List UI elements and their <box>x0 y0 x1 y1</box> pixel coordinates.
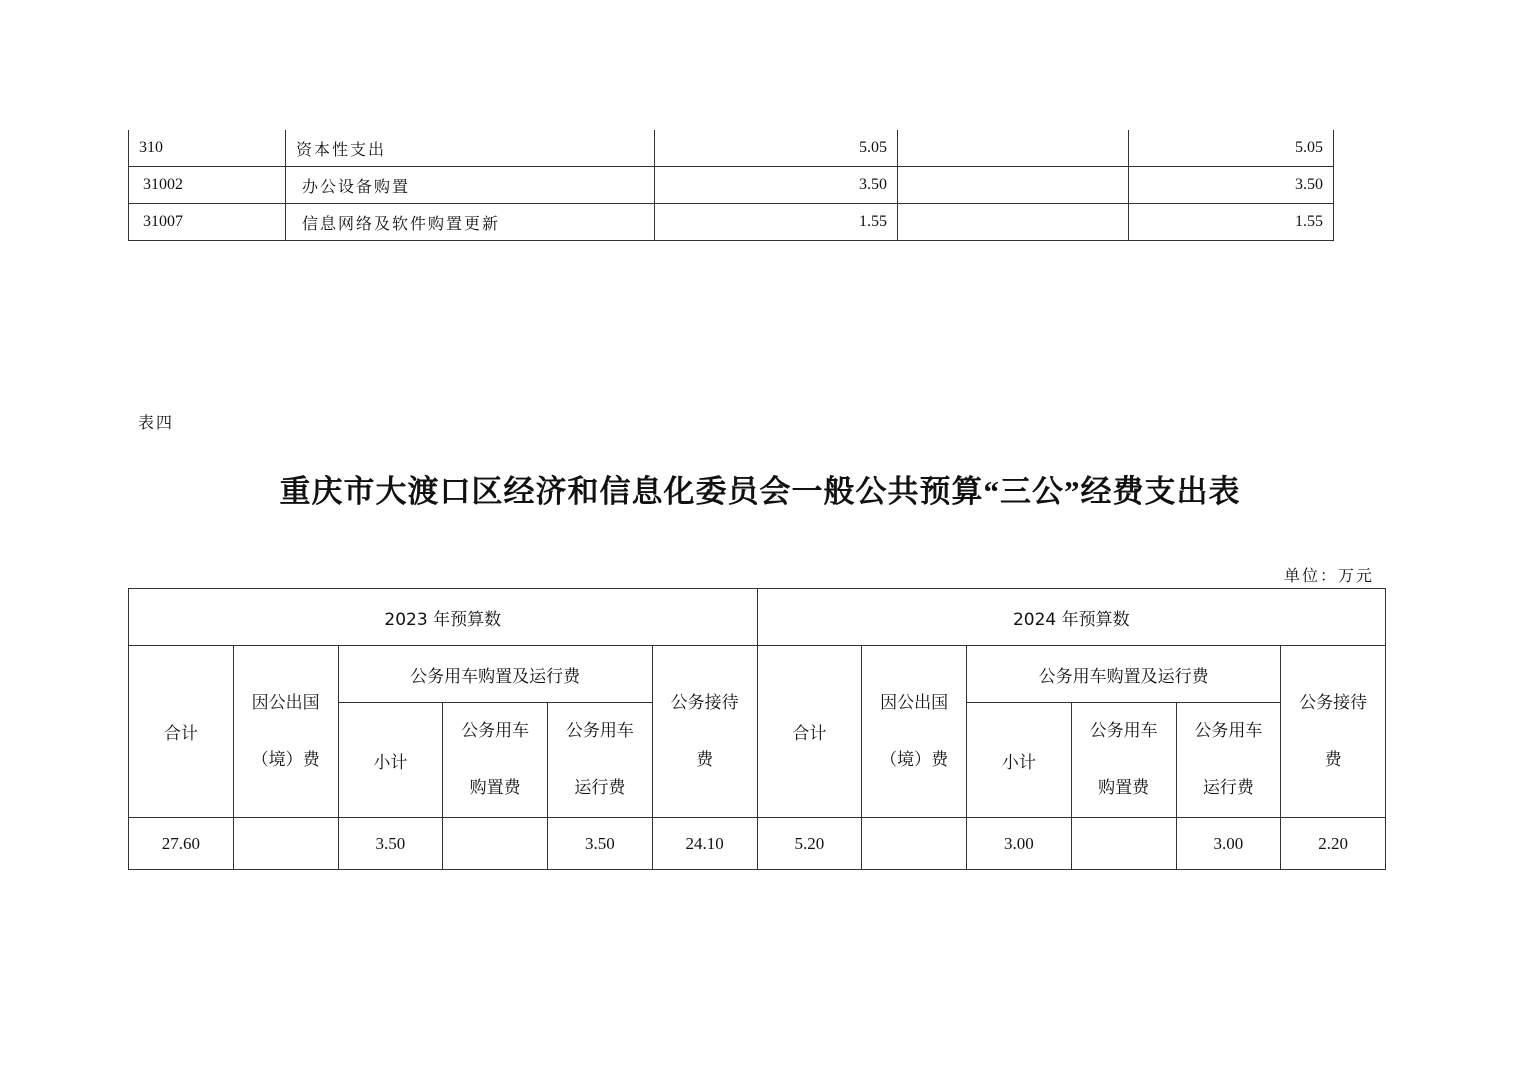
col-subtotal: 小计 <box>967 703 1072 818</box>
econ-code: 31007 <box>129 204 286 241</box>
col-abroad: 因公出国 （境）费 <box>233 646 338 818</box>
econ-code: 31002 <box>129 167 286 204</box>
value-2024-abroad <box>862 818 967 870</box>
amount-total: 1.55 <box>655 204 898 241</box>
amount-basic <box>898 167 1129 204</box>
value-2024-total: 5.20 <box>757 818 862 870</box>
group-header-2024: 2024 年预算数 <box>757 589 1386 646</box>
table-header-row <box>129 646 1386 703</box>
amount-total: 3.50 <box>655 167 898 204</box>
col-reception: 公务接待 费 <box>1281 646 1386 818</box>
amount-project: 5.05 <box>1129 130 1334 167</box>
value-2024-operation: 3.00 <box>1176 818 1281 870</box>
prev-expenditure-table <box>128 130 1334 241</box>
col-total: 合计 <box>129 646 234 818</box>
col-abroad: 因公出国 （境）费 <box>862 646 967 818</box>
econ-name: 资本性支出 <box>286 130 655 167</box>
value-2023-abroad <box>233 818 338 870</box>
value-2023-reception: 24.10 <box>652 818 757 870</box>
econ-code: 310 <box>129 130 286 167</box>
table-row <box>129 204 1334 241</box>
col-vehicle-purchase: 公务用车 购置费 <box>1071 703 1176 818</box>
value-2024-purchase <box>1071 818 1176 870</box>
amount-basic <box>898 130 1129 167</box>
group-header-2023: 2023 年预算数 <box>129 589 758 646</box>
amount-project: 1.55 <box>1129 204 1334 241</box>
col-vehicle-group: 公务用车购置及运行费 <box>967 646 1281 703</box>
col-vehicle-group: 公务用车购置及运行费 <box>338 646 652 703</box>
amount-basic <box>898 204 1129 241</box>
table-row <box>129 167 1334 204</box>
table-row <box>129 818 1386 870</box>
col-vehicle-operation: 公务用车 运行费 <box>548 703 653 818</box>
col-subtotal: 小计 <box>338 703 443 818</box>
table-header-row <box>129 589 1386 646</box>
value-2023-operation: 3.50 <box>548 818 653 870</box>
page-title: 重庆市大渡口区经济和信息化委员会一般公共预算“三公”经费支出表 <box>279 474 1241 509</box>
col-reception: 公务接待 费 <box>652 646 757 818</box>
unit-label: 单位：万元 <box>1283 568 1374 585</box>
col-total: 合计 <box>757 646 862 818</box>
col-vehicle-purchase: 公务用车 购置费 <box>443 703 548 818</box>
econ-name: 信息网络及软件购置更新 <box>286 204 655 241</box>
value-2024-reception: 2.20 <box>1281 818 1386 870</box>
table-row <box>129 130 1334 167</box>
sanggong-expense-table <box>128 588 1386 870</box>
amount-project: 3.50 <box>1129 167 1334 204</box>
econ-name: 办公设备购置 <box>286 167 655 204</box>
value-2024-subtotal: 3.00 <box>967 818 1072 870</box>
col-vehicle-operation: 公务用车 运行费 <box>1176 703 1281 818</box>
value-2023-subtotal: 3.50 <box>338 818 443 870</box>
value-2023-total: 27.60 <box>129 818 234 870</box>
table-label: 表四 <box>138 415 175 432</box>
amount-total: 5.05 <box>655 130 898 167</box>
value-2023-purchase <box>443 818 548 870</box>
